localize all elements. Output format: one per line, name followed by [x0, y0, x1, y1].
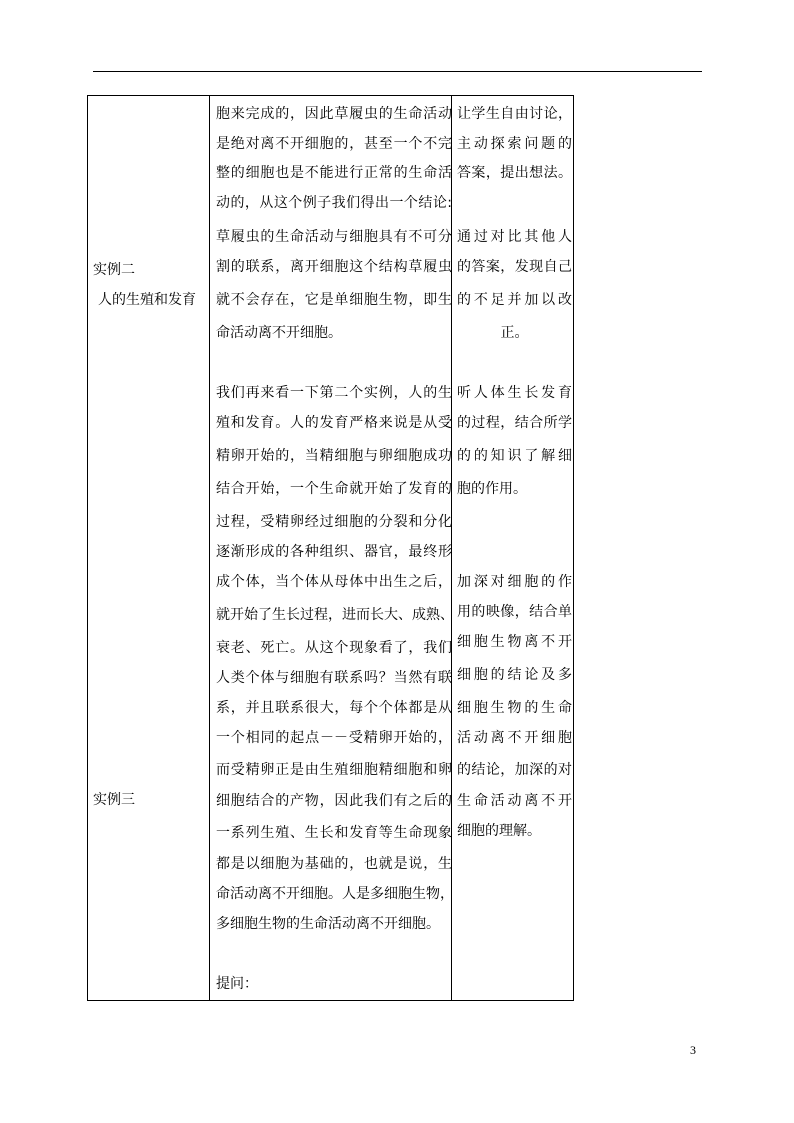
activity-line: 细胞生物离不开 — [457, 634, 572, 650]
content-line: 草履虫的生命活动与细胞具有不可分 — [216, 229, 452, 245]
content-line: 过程，受精卵经过细胞的分裂和分化 — [216, 514, 452, 530]
content-line: 命活动离不开细胞。 — [216, 325, 342, 341]
content-line: 系，并且联系很大，每个个体都是从 — [216, 700, 452, 716]
content-line: 动的，从这个例子我们得出一个结论: — [216, 195, 452, 211]
content-line: 都是以细胞为基础的，也就是说，生 — [216, 856, 452, 872]
content-line: 逐渐形成的各种组织、器官，最终形 — [216, 544, 452, 560]
content-line: 整的细胞也是不能进行正常的生命活 — [216, 165, 452, 181]
activity-line: 的答案，发现自己 — [457, 259, 572, 275]
content-line: 命活动离不开细胞。人是多细胞生物， — [216, 886, 454, 902]
content-line: 人类个体与细胞有联系吗？当然有联 — [216, 670, 452, 686]
content-line: 细胞结合的产物，因此我们有之后的 — [216, 793, 452, 809]
activity-line: 活动离不开细胞 — [457, 730, 572, 746]
activity-line: 胞的作用。 — [457, 481, 527, 497]
activity-line: 的过程，结合所学 — [457, 415, 572, 431]
activity-line: 正。 — [500, 325, 529, 341]
activity-line: 生命活动离不开 — [457, 793, 572, 809]
content-line: 衰老、死亡。从这个现象看了，我们 — [216, 640, 452, 656]
content-line: 是绝对离不开细胞的，甚至一个不完 — [216, 136, 452, 152]
example-two-label: 实例二 — [93, 262, 135, 278]
page-number: 3 — [690, 1043, 696, 1057]
column-divider-1 — [209, 96, 210, 1000]
activity-line: 的的知识了解细 — [457, 448, 572, 464]
activity-line: 听人体生长发育 — [457, 385, 572, 401]
activity-line: 用的映像，结合单 — [457, 604, 572, 620]
content-line: 多细胞生物的生命活动离不开细胞。 — [216, 916, 440, 932]
content-line: 胞来完成的，因此草履虫的生命活动 — [216, 106, 452, 122]
activity-line: 答案，提出想法。 — [457, 165, 572, 181]
activity-line: 让学生自由讨论， — [457, 106, 572, 122]
content-line: 殖和发育。人的发育严格来说是从受 — [216, 415, 452, 431]
content-line: 一个相同的起点－－受精卵开始的， — [216, 730, 452, 746]
activity-line: 通过对比其他人 — [457, 229, 572, 245]
content-line: 割的联系，离开细胞这个结构草履虫 — [216, 259, 452, 275]
content-line: 就开始了生长过程，进而长大、成熟、 — [216, 607, 454, 623]
activity-line: 的结论，加深的对 — [457, 762, 572, 778]
content-line: 就不会存在，它是单细胞生物，即生 — [216, 292, 452, 308]
activity-line: 的不足并加以改 — [457, 292, 572, 308]
content-line: 成个体，当个体从母体中出生之后， — [216, 574, 452, 590]
activity-line: 加深对细胞的作 — [457, 574, 572, 590]
example-three-label: 实例三 — [93, 792, 135, 808]
example-two-topic: 人的生殖和发育 — [98, 292, 196, 308]
content-line: 而受精卵正是由生殖细胞精细胞和卵 — [216, 762, 452, 778]
content-line: 精卵开始的，当精细胞与卵细胞成功 — [216, 448, 452, 464]
question-prompt: 提问： — [216, 976, 258, 992]
content-line: 一系列生殖、生长和发育等生命现象 — [216, 825, 452, 841]
activity-line: 细胞的理解。 — [457, 823, 541, 839]
header-rule — [93, 71, 702, 72]
activity-line: 主动探索问题的 — [457, 136, 572, 152]
activity-line: 细胞生物的生命 — [457, 700, 572, 716]
lesson-plan-table — [87, 95, 574, 1001]
content-line: 结合开始，一个生命就开始了发育的 — [216, 481, 452, 497]
activity-line: 细胞的结论及多 — [457, 667, 572, 683]
content-line: 我们再来看一下第二个实例，人的生 — [216, 385, 452, 401]
